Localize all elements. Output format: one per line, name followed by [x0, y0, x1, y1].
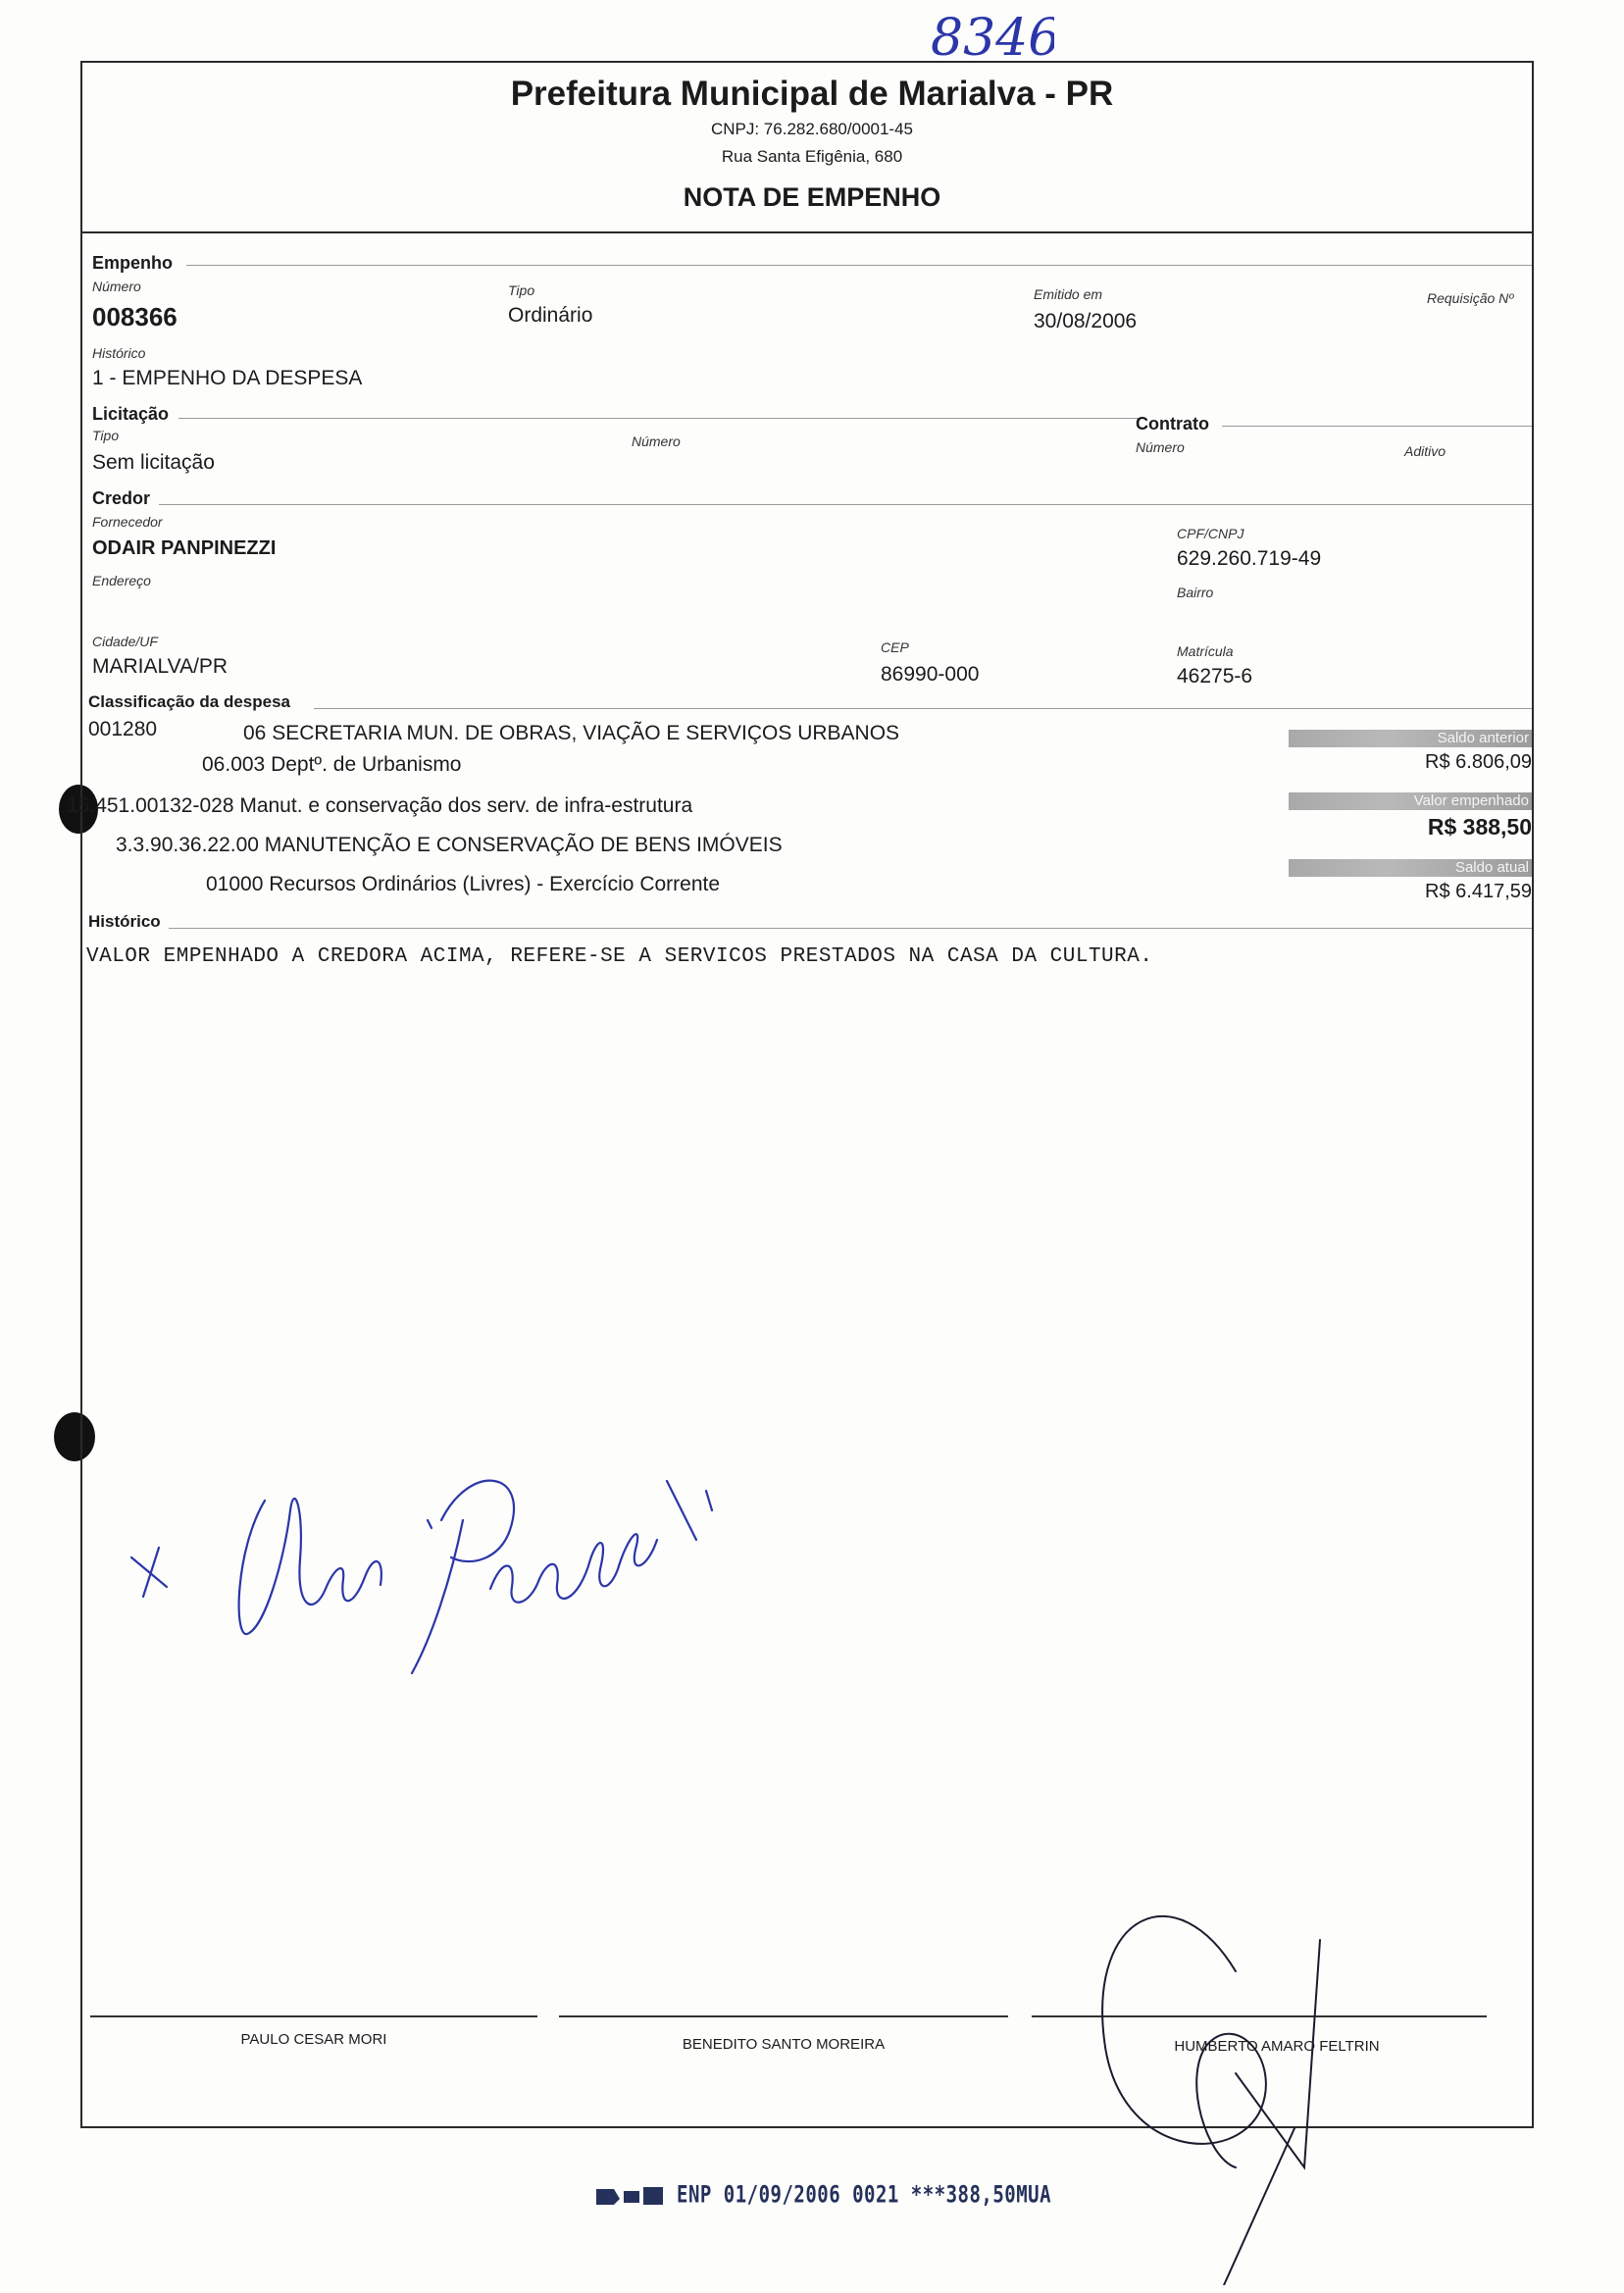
- signature-line-2: [559, 2015, 1008, 2017]
- empenho-tipo: Ordinário: [508, 304, 593, 327]
- signatory-3-signature: [1089, 1873, 1344, 2290]
- tipo-label: Tipo: [508, 282, 535, 298]
- matricula-value: 46275-6: [1177, 665, 1253, 688]
- saldo-atual-label: Saldo atual: [1289, 859, 1532, 877]
- emitido-date: 30/08/2006: [1034, 310, 1138, 332]
- classificacao-codigo: 001280: [88, 718, 158, 740]
- svg-text:8346: 8346: [931, 9, 1054, 65]
- numero-label: Número: [92, 279, 141, 294]
- endereco-label: Endereço: [92, 573, 151, 588]
- contrato-numero-label: Número: [1136, 439, 1185, 455]
- historico-text: VALOR EMPENHADO A CREDORA ACIMA, REFERE-SE A SERVICOS PRESTADOS NA CASA DA CULTURA.: [86, 945, 1153, 968]
- fornecedor-label: Fornecedor: [92, 514, 163, 530]
- empenho-numero: 008366: [92, 302, 178, 331]
- cpf-value: 629.260.719-49: [1177, 547, 1322, 570]
- saldo-atual-value: R$ 6.417,59: [1425, 881, 1532, 902]
- authentication-stamp: ENP 01/09/2006 0021 ***388,50MUA: [677, 2181, 1052, 2209]
- classificacao-funcional: 15.451.00132-028 Manut. e conservação dos serv. de infra-estrutura: [67, 794, 693, 817]
- valor-empenhado-value: R$ 388,50: [1427, 814, 1532, 840]
- stamp-logo: [594, 2185, 665, 2212]
- matricula-label: Matrícula: [1177, 643, 1234, 659]
- classificacao-orgao: 06 SECRETARIA MUN. DE OBRAS, VIAÇÃO E SERVIÇOS URBANOS: [243, 722, 900, 744]
- saldo-anterior-label: Saldo anterior: [1289, 730, 1532, 747]
- requisicao-label: Requisição Nº: [1427, 290, 1514, 306]
- address-text: Rua Santa Efigênia, 680: [721, 147, 903, 166]
- licitacao-tipo-label: Tipo: [92, 428, 120, 443]
- section-empenho: Empenho: [92, 253, 174, 273]
- cep-value: 86990-000: [881, 663, 980, 686]
- cep-label: CEP: [881, 639, 909, 655]
- classificacao-unidade: 06.003 Deptº. de Urbanismo: [202, 753, 462, 776]
- valor-empenhado-label: Valor empenhado: [1289, 792, 1532, 810]
- historico-label: Histórico: [92, 345, 146, 361]
- licitacao-numero-label: Número: [632, 433, 681, 449]
- handwritten-page-number: [927, 4, 1054, 70]
- signatory-3: HUMBERTO AMARO FELTRIN: [1174, 2038, 1380, 2055]
- cidade-label: Cidade/UF: [92, 634, 158, 649]
- page-title: Prefeitura Municipal de Marialva - PR: [510, 75, 1114, 113]
- cidade-value: MARIALVA/PR: [92, 655, 228, 678]
- credor-signature: [118, 1442, 785, 1702]
- document-title: NOTA DE EMPENHO: [683, 182, 941, 212]
- classificacao-elemento: 3.3.90.36.22.00 MANUTENÇÃO E CONSERVAÇÃO DE BENS IMÓVEIS: [116, 834, 783, 856]
- signatory-2: BENEDITO SANTO MOREIRA: [682, 2036, 886, 2053]
- aditivo-label: Aditivo: [1404, 443, 1446, 459]
- empenho-historico: 1 - EMPENHO DA DESPESA: [92, 367, 363, 389]
- classificacao-recurso: 01000 Recursos Ordinários (Livres) - Exercício Corrente: [206, 873, 721, 895]
- signature-line-1: [90, 2015, 537, 2017]
- header-divider: [80, 231, 1534, 233]
- saldo-anterior-value: R$ 6.806,09: [1425, 751, 1532, 773]
- fornecedor-name: ODAIR PANPINEZZI: [92, 537, 277, 559]
- section-classificacao: Classificação da despesa: [88, 692, 291, 711]
- section-licitacao: Licitação: [92, 404, 170, 424]
- section-contrato: Contrato: [1136, 414, 1209, 433]
- cpf-label: CPF/CNPJ: [1177, 526, 1244, 541]
- cnpj-text: CNPJ: 76.282.680/0001-45: [710, 120, 914, 138]
- bairro-label: Bairro: [1177, 585, 1214, 600]
- section-credor: Credor: [92, 488, 151, 508]
- licitacao-tipo: Sem licitação: [92, 451, 215, 474]
- section-historico: Histórico: [88, 912, 161, 931]
- signatory-1: PAULO CESAR MORI: [240, 2031, 387, 2048]
- emitido-label: Emitido em: [1034, 286, 1103, 302]
